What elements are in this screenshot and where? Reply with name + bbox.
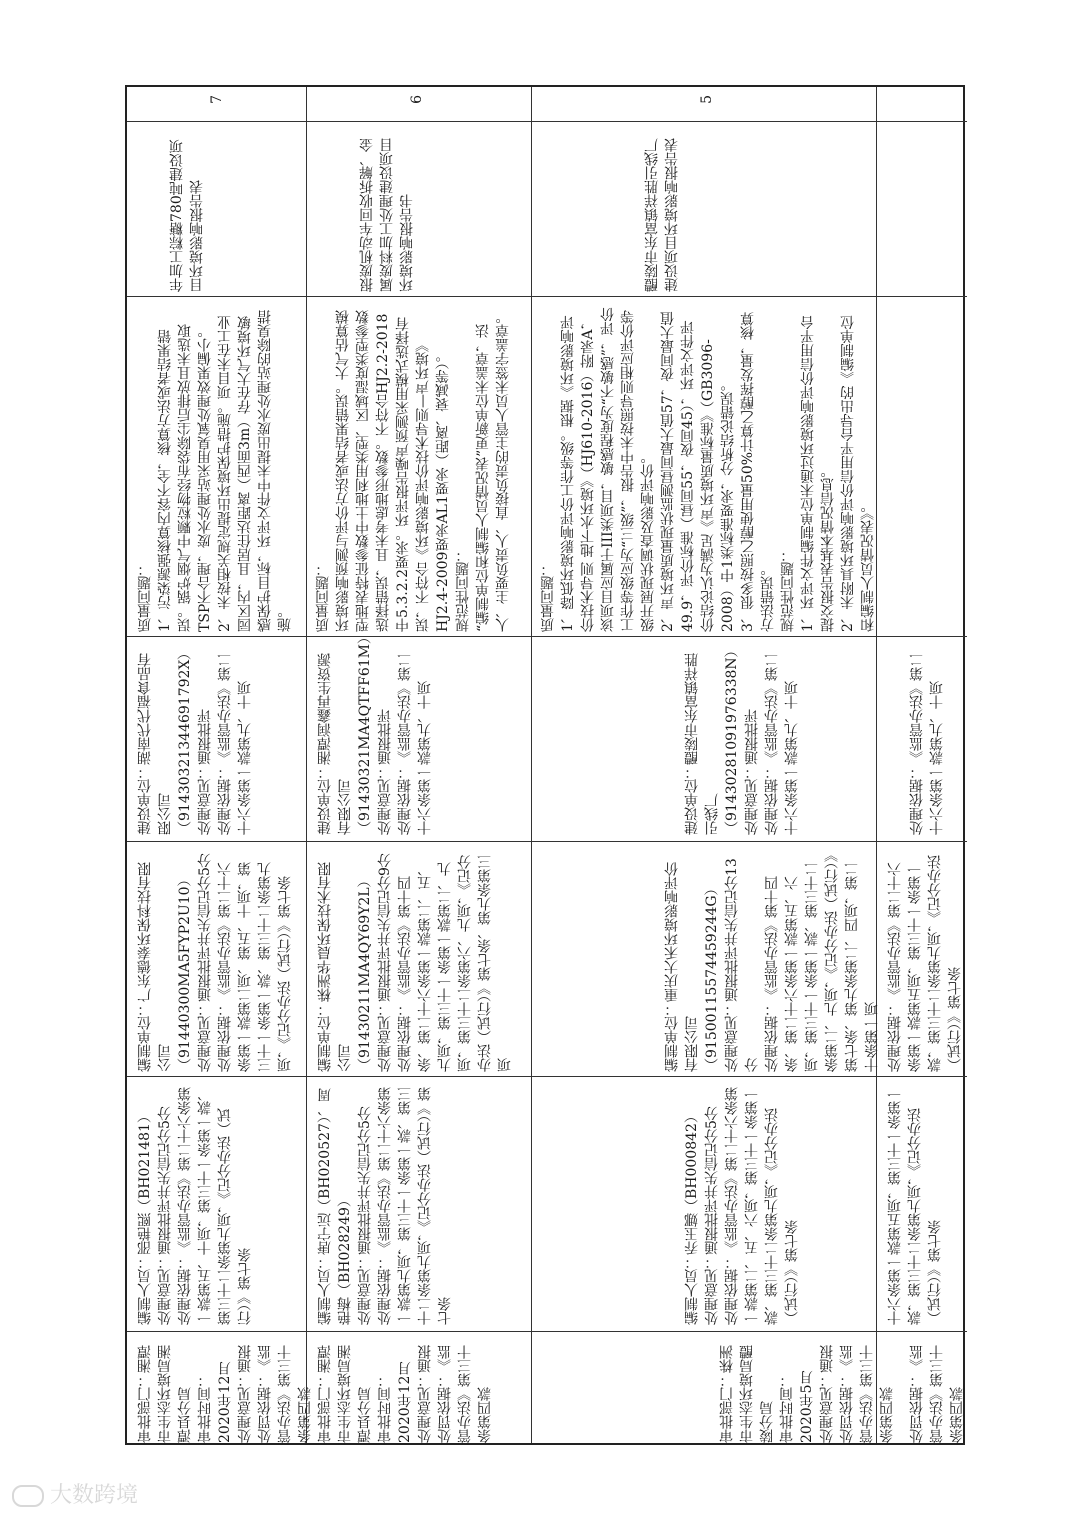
compiler-unit-cell — [532, 842, 880, 1077]
row-number-cell — [877, 87, 967, 122]
row-number: 7 — [209, 95, 225, 104]
compiler-unit-cell — [127, 842, 306, 1077]
table-row-5 — [532, 87, 895, 1443]
staff-cell — [532, 1077, 876, 1332]
staff-cell — [307, 1077, 531, 1332]
issues-cell — [127, 297, 306, 637]
approval-text: 审批部门：株洲市生态环境局醴陵分局 审批时间：2020年5月 处理意见：通报 处罚依据：《监管办法》第三十条第四款 — [719, 1345, 895, 1443]
project-cell — [532, 122, 876, 297]
staff-text: 编制人员：邵艳熙（BH021481） 处理意见：通报批评并失信记分5分 处理依据：《监管办法》第二十六条第一款第五、十项，第三十一条第一款、第三十二条第九项，《记分办法（试行）》第七条 — [137, 1087, 253, 1325]
construction-unit-cell — [127, 637, 306, 842]
penalty-table — [125, 85, 965, 1445]
construction-unit-text: 建设单位：醴陵市东富镇祥胜引线厂（91430281091976338N） 处理意见：通报批评 处理依据：《监管办法》第二十六条第一款第九、十项 — [684, 643, 800, 835]
approval-text: 审批部门：湘潭市生态环境局湘潭县分局 审批时间：2020年12月 处理意见：通报 处罚依据：《监管办法》第三十条第四款 — [137, 1345, 313, 1443]
staff-text: 十六条第一款第五项，第三十一条第一款，第三十二条第九项，《记分办法（试行）》第七条 — [887, 1087, 943, 1325]
construction-unit-cell — [307, 629, 531, 842]
project-cell — [307, 122, 531, 297]
issues-cell — [877, 297, 967, 637]
approval-cell — [877, 1332, 967, 1447]
project-cell — [127, 122, 306, 297]
row-number-cell — [532, 87, 876, 122]
watermark-logo-icon — [12, 1485, 44, 1507]
row-number-cell — [307, 87, 531, 122]
staff-cell — [877, 1077, 967, 1332]
construction-unit-text: 建设单位：湖南代代福食品有限公司（91430321344691792X） 处理意见：通报批评 处理依据：《监管办法》第二十六条第一款第九、十项 — [137, 645, 253, 835]
construction-unit-cell — [877, 637, 967, 842]
construction-unit-text: 建设单位：湘潭润鑫再生资源有限公司（91430321MA4QTFF61M） 处理意见：通报批评 处理依据：《监管办法》第二十六条第一款第九、十项 — [317, 629, 433, 835]
project-name: 年加工粽糖780吨建设项目环境影响报告表 — [169, 139, 205, 292]
row-number: 5 — [699, 95, 715, 104]
compiler-unit-cell — [877, 842, 967, 1077]
compiler-unit-text: 编制单位：广东德泰环保科技有限公司（91440300MA5FYP2U10） 处理意见：通报批评并失信记分5分 处理依据：《监管办法》第二十六条第一款第二项、第五、十项，第三十一条第一款、第三十二条第九项，《记分办法（试行）》第七条 — [137, 853, 293, 1072]
issues-cell — [307, 297, 531, 637]
issues-text: 质量问题： 1、降低环境影响评价工作等级。根据《环境影响评价技术导则 地下水环境》（HJ610-2016）附录A，该项目应属于III类项目，敏感程度为“不敏感”，评价工作等级应为“三级”，报告中未按照导则相应评价等级开展现状调查及影响评价。 2、声环境质量现状监测昼间最大值57，夜间最大值49.9，评价标准（昼间55，夜间45），环评文件评价结论认为满足《声环境质量标准》（GB3096-2008）中1类标准要求，分析结论错误。 3、很多按照乙醇使用量50%计算乙醇挥发量，核算方法错误。 规范性问题： 1、环评文件编制单位未通过环境影响评价信用平台提交报告表基本情况信息。 2、未附具环境影响评价信用平台导出的《编制单位和编制人员情况表》。 — [540, 307, 876, 632]
staff-text: 编制人员：唐宁远（BH020527）、周艳梅（BH028249） 处理意见：通报批评并失信记分5分 处理依据：《监管办法》第二十六条第一款第九项，第三十一条第一款、第三十二条第九项，《记分办法（试行）》第七条 — [317, 1087, 453, 1325]
table-row-6 — [307, 87, 532, 1443]
row-number-cell — [127, 87, 306, 122]
staff-cell — [127, 1077, 306, 1332]
compiler-unit-text: 处理依据：《监管办法》第二十六条第一款第五项，第三十一条第一款，第三十二条第九项，《记分办法（试行）》第七条 — [887, 855, 963, 1072]
staff-text: 编制人员：乔玉娜（BH000842） 处理意见：通报批评并失信记分5分 处理依据：《监管办法》第二十六条第一款第二、五、六项，第三十一条第一款、第三十二条第九项，《记分办法（试行）》第七条 — [684, 1087, 800, 1325]
compiler-unit-text: 编制单位：株洲华晨环保技术有限公司（91430211MA4QY69Y2L） 处理意见：通报批评并失信记分9分 处理依据：《监管办法》第十四条、第二十六条第一款第二、五、九项，第三十一条第一款第二、九项，第三十二条第六、九项，《记分办法（试行）》第七条、第九条第三项 — [317, 853, 513, 1072]
table-row-continued — [877, 87, 967, 1443]
row-number: 6 — [409, 95, 425, 104]
compiler-unit-text: 编制单位：重庆大禾环境影响评价有限公司（91500115574459244G） 处理意见：通报批评并失信记分13分 处理依据：《监管办法》第十四条、第二十六条第一款第五、六项，第三十一条第一款、第三十二条第二、九项，《记分办法（试行）》第七条、第九条第二、四项，第二十条第一项 — [664, 855, 880, 1072]
approval-cell — [127, 1332, 313, 1447]
project-cell — [877, 122, 967, 297]
compiler-unit-cell — [307, 842, 531, 1077]
approval-cell — [532, 1332, 895, 1447]
approval-text: 审批部门：湘潭市生态环境局湘潭县分局 审批时间：2020年12月 处理意见：通报 处罚依据：《监管办法》第三十条第四款 — [317, 1345, 493, 1443]
issues-text: 质量问题： 环境影响预测与评价方法或者结果错误。大气估算模型地表特征参数中土地利用类型、区域湿度类型参数选择错误，且未考虑地形参数。不符合HJ2.2-2018中5.3.2.2要求。环评报告噪声预测采用模式选择有误，不符合《环境影响评价技术导则—声环境》HJ2.4-2009要求AL1要求（距离、衰减等）。 规范性问题： “编制单位和编制人员情况表”更新单位未盖章，法人、主要负责人、直接负责的主管人员未签字盖章。 — [315, 310, 511, 632]
approval-cell — [307, 1332, 531, 1447]
construction-unit-cell — [532, 637, 876, 842]
construction-unit-text: 处理依据：《监管办法》第二十六条第一款第九、十项 — [909, 653, 945, 835]
watermark — [12, 1478, 138, 1509]
issues-cell — [532, 297, 876, 637]
project-name: 报废机动车回收拆解、金属废料加工处理建设项目环境影响报告书 — [359, 138, 415, 292]
project-name: 醴陵市东富镇祥胜引线厂建设项目环境影响报告表 — [644, 138, 680, 292]
issues-text: 质量问题： 1、污染源强核算内容不全，核算方法或者结果错误。锅炉烟气中颗粒物经布袋除尘后排放且未选取TSP不合理，废水处理站采用臭氧处理效果偏小。 2、未按相关规定提出环境保护措施。项目未在工业园区内，且居住达距离（西面3m）存在大气环境敏感保护目标，环评文件中未提出废水处理站的除臭措施。 — [137, 310, 293, 632]
table-row-7 — [127, 87, 313, 1443]
watermark-text: 大数跨境 — [50, 1483, 139, 1508]
approval-text: 处罚依据：《监管办法》第三十条第四款 — [909, 1345, 965, 1443]
